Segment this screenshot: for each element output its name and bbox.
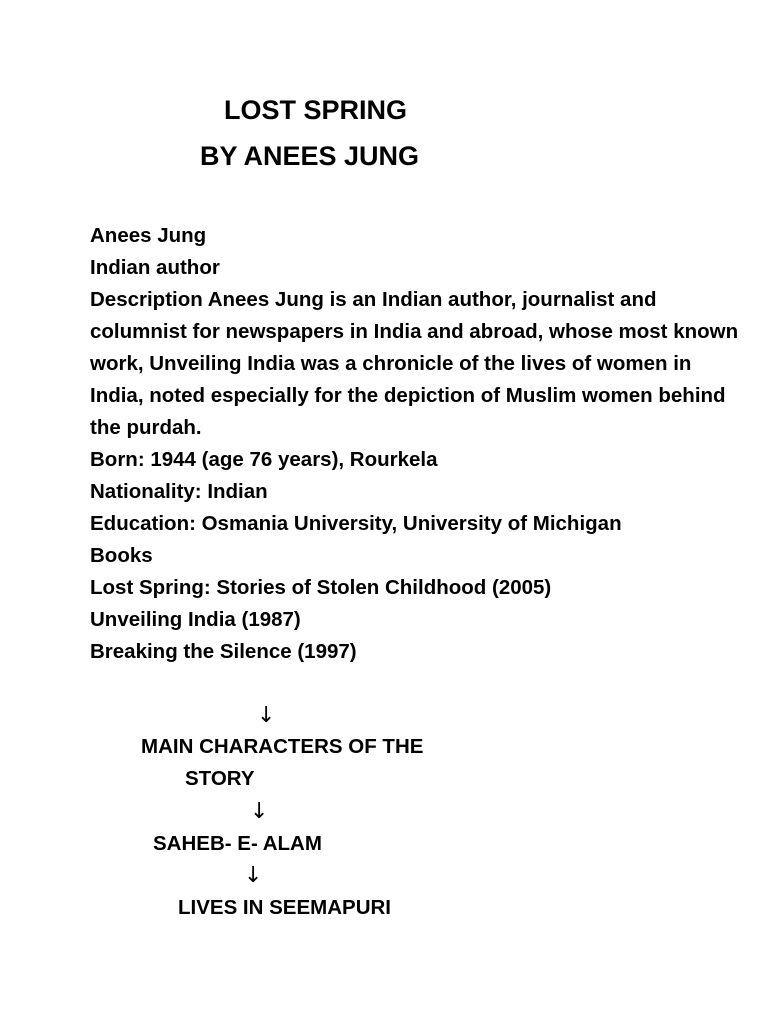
author-name: Anees Jung xyxy=(90,224,207,247)
main-characters-heading: MAIN CHARACTERS OF THE xyxy=(141,735,424,758)
author-subtitle: Indian author xyxy=(90,256,220,279)
character-name: SAHEB- E- ALAM xyxy=(153,832,322,855)
document-author-line: BY ANEES JUNG xyxy=(200,141,420,171)
character-residence: LIVES IN SEEMAPURI xyxy=(178,896,392,919)
book-item: Lost Spring: Stories of Stolen Childhood (2005) xyxy=(90,576,552,599)
document-title: LOST SPRING xyxy=(224,95,408,125)
author-info-block xyxy=(90,220,750,668)
author-description: Description Anees Jung is an Indian author, journalist and columnist for newspapers in India and abroad, whose most known work, Unveiling India was a chronicle of the lives of women in India, noted especially for the depiction of Muslim women behind the purdah. xyxy=(90,288,739,439)
book-item: Unveiling India (1987) xyxy=(90,608,301,631)
down-arrow-icon: ↓ xyxy=(250,799,269,824)
books-heading: Books xyxy=(90,544,153,567)
book-item: Breaking the Silence (1997) xyxy=(90,640,357,663)
main-characters-heading-continued: STORY xyxy=(185,767,255,790)
down-arrow-icon: ↓ xyxy=(257,703,276,728)
author-born: Born: 1944 (age 76 years), Rourkela xyxy=(90,448,438,471)
down-arrow-icon: ↓ xyxy=(244,863,263,888)
author-nationality: Nationality: Indian xyxy=(90,480,268,503)
author-education: Education: Osmania University, University of Michigan xyxy=(90,512,622,535)
